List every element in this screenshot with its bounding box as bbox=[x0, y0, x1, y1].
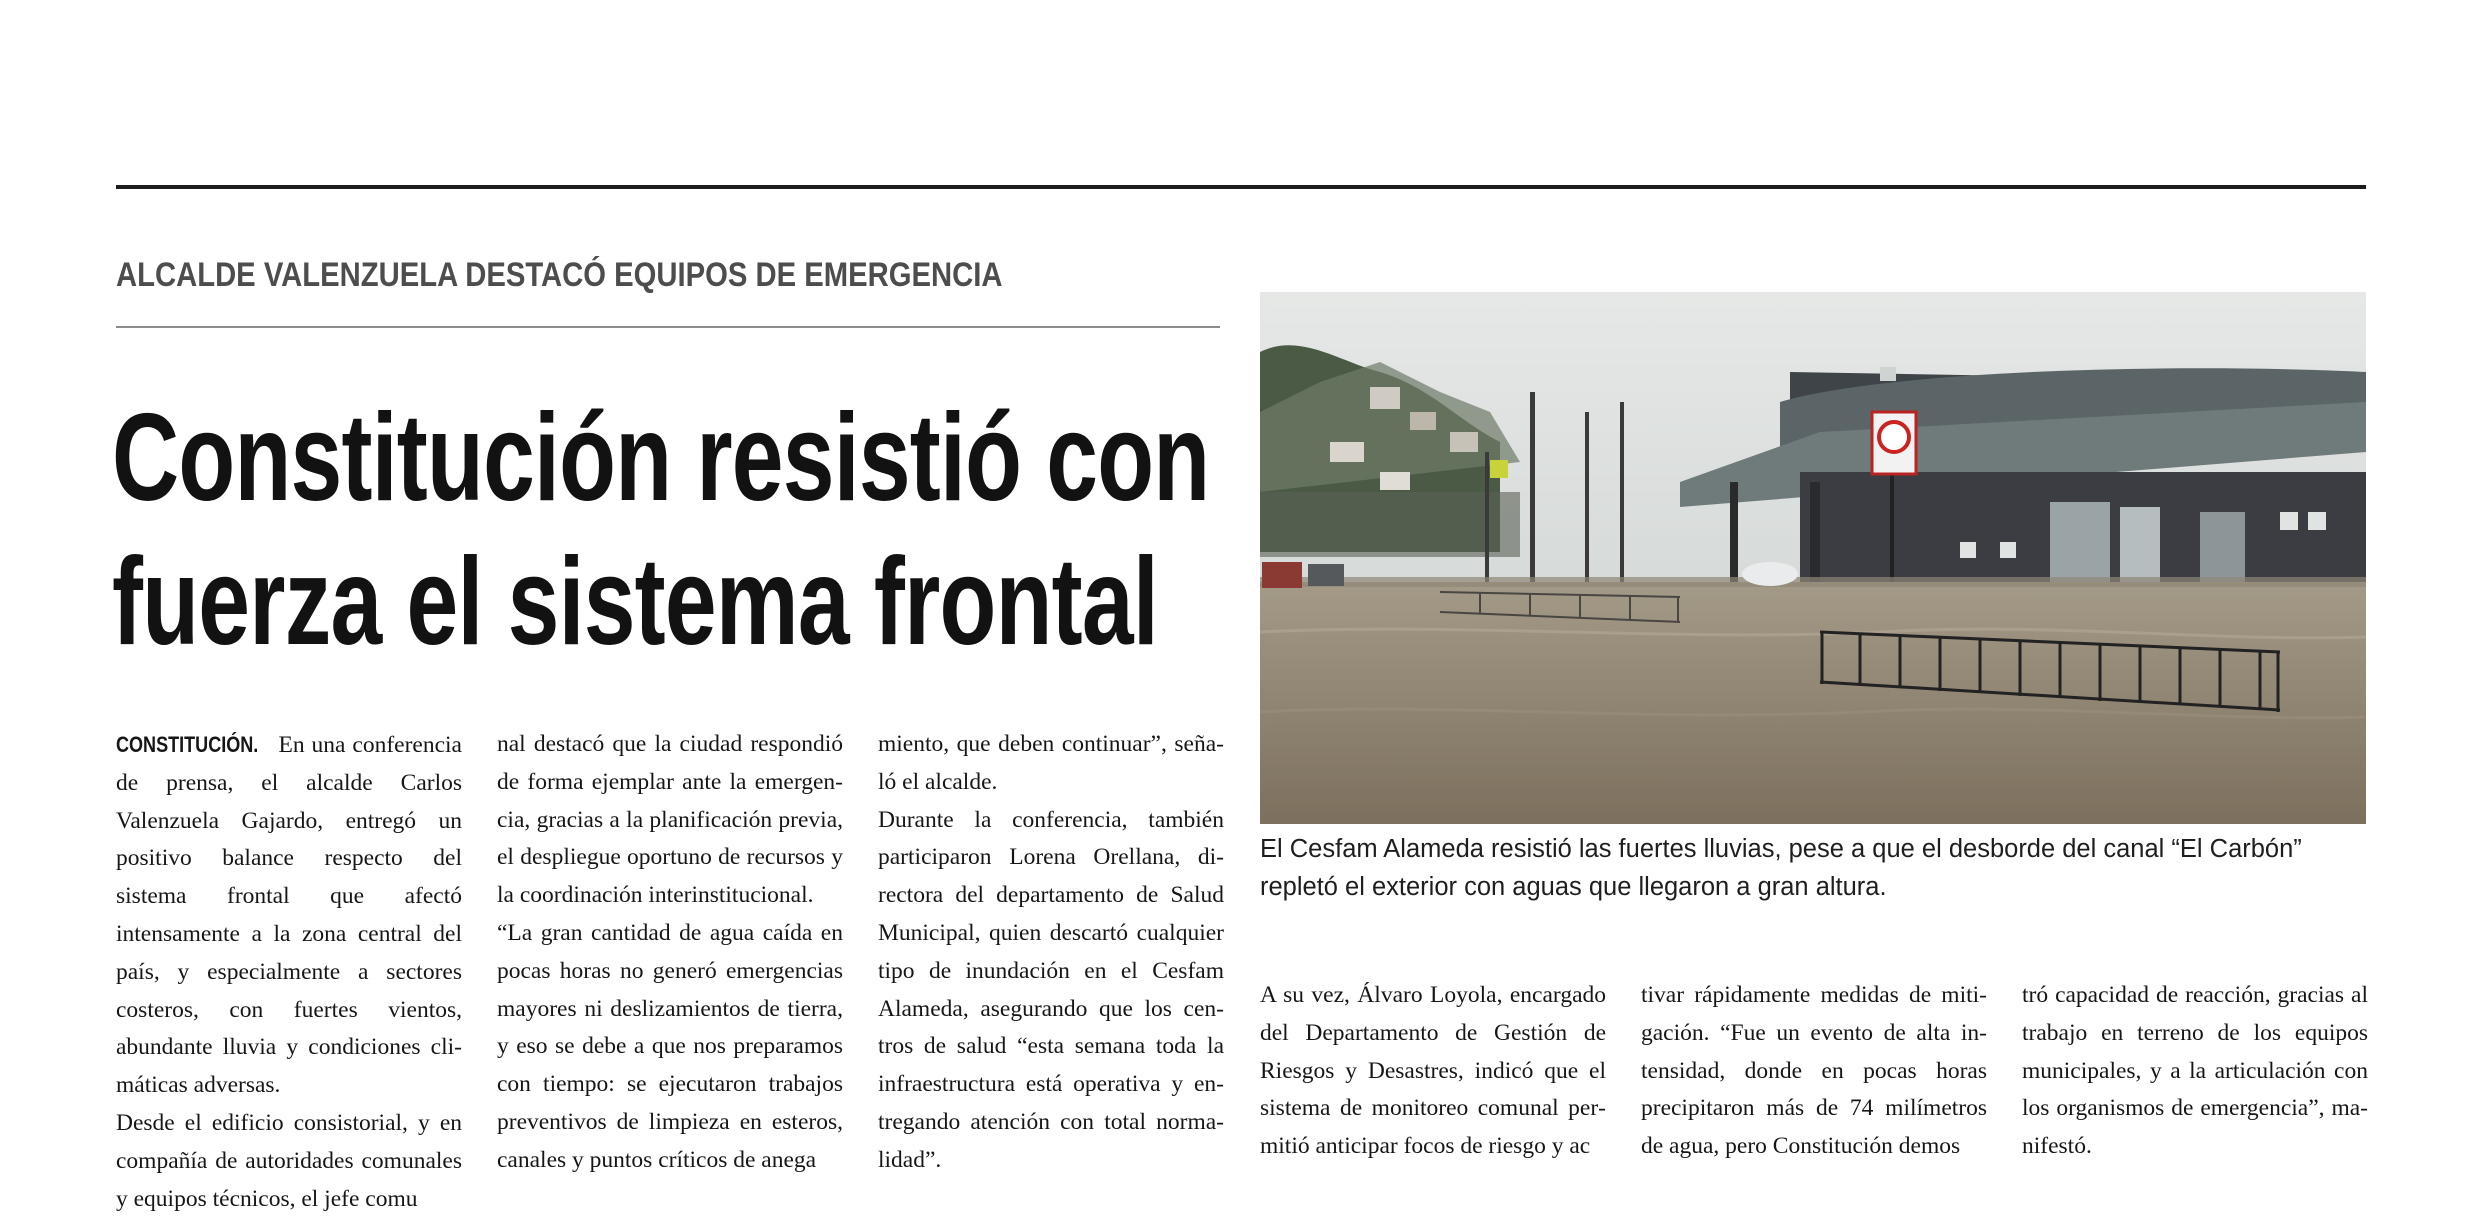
body-column-1 bbox=[116, 726, 462, 1218]
lead-in: CONSTITUCIÓN. bbox=[116, 732, 259, 757]
paragraph: Desde el edificio consistorial, y en compañía de autoridades comunales y equipos técnicos, el jefe comu bbox=[116, 1109, 462, 1212]
body-column-3 bbox=[878, 726, 1224, 1180]
paragraph bbox=[116, 726, 462, 1105]
headline-line-2: fuerza el sistema frontal bbox=[112, 533, 1158, 671]
paragraph-text: En una conferencia de prensa, el alcalde Carlos Valenzuela Gajardo, entregó un positivo balance respecto del sistema frontal que afectó intensamente a la zona central del país, y especialmente a sectores costeros, con fuertes vientos, abundante lluvia y condiciones climáticas adversas. bbox=[116, 732, 462, 1099]
body-column-2 bbox=[497, 726, 843, 1180]
paragraph: A su vez, Álvaro Loyola, encargado del Departamento de Gestión de Riesgos y Desastres, indicó que el sistema de monitoreo comunal permitió anticipar focos de riesgo y ac bbox=[1260, 982, 1606, 1160]
body-column-4 bbox=[1260, 977, 1606, 1166]
kicker: ALCALDE VALENZUELA DESTACÓ EQUIPOS DE EMERGENCIA bbox=[116, 256, 1003, 294]
paragraph: Durante la conferencia, también participaron Lorena Orellana, directora del departamento de Salud Municipal, quien descartó cualquier tipo de inundación en el Cesfam Alameda, asegurando que los centros de salud “esta semana toda la infraestructura está operativa y entregando atención con total normalidad”. bbox=[878, 806, 1224, 1173]
news-photo bbox=[1260, 292, 2366, 824]
paragraph: tivar rápidamente medidas de mitigación. “Fue un evento de alta intensidad, donde en pocas horas precipitaron más de 74 milímetros de agua, pero Constitución demos bbox=[1641, 982, 1987, 1160]
caption-line-1: El Cesfam Alameda resistió las fuertes lluvias, pese a que el desborde del canal “El Carbón” bbox=[1260, 835, 2302, 863]
headline bbox=[112, 386, 1209, 674]
kicker-rule bbox=[116, 326, 1220, 328]
body-column-5 bbox=[1641, 977, 1987, 1166]
top-rule bbox=[116, 185, 2366, 189]
paragraph: nal destacó que la ciudad respondió de forma ejemplar ante la emergencia, gracias a la planificación previa, el despliegue oportuno de recursos y la coordinación interinstitucional. bbox=[497, 731, 843, 909]
paragraph: miento, que deben continuar”, señaló el alcalde. bbox=[878, 731, 1224, 795]
caption-line-2: repletó el exterior con aguas que llegaron a gran altura. bbox=[1260, 873, 1887, 901]
headline-line-1: Constitución resistió con bbox=[112, 389, 1210, 527]
paragraph: “La gran cantidad de agua caída en pocas horas no generó emergencias mayores ni deslizamientos de tierra, y eso se debe a que nos preparamos con tiempo: se ejecutaron trabajos preventivos de limpieza en esteros, canales y puntos críticos de anega bbox=[497, 919, 843, 1173]
flooded-street-illustration bbox=[1260, 292, 2366, 824]
paragraph: tró capacidad de reacción, gracias al trabajo en terreno de los equipos municipales, y a la articulación con los organismos de emergencia”, manifestó. bbox=[2022, 982, 2368, 1160]
body-column-6 bbox=[2022, 977, 2368, 1166]
photo-caption bbox=[1260, 830, 2370, 906]
